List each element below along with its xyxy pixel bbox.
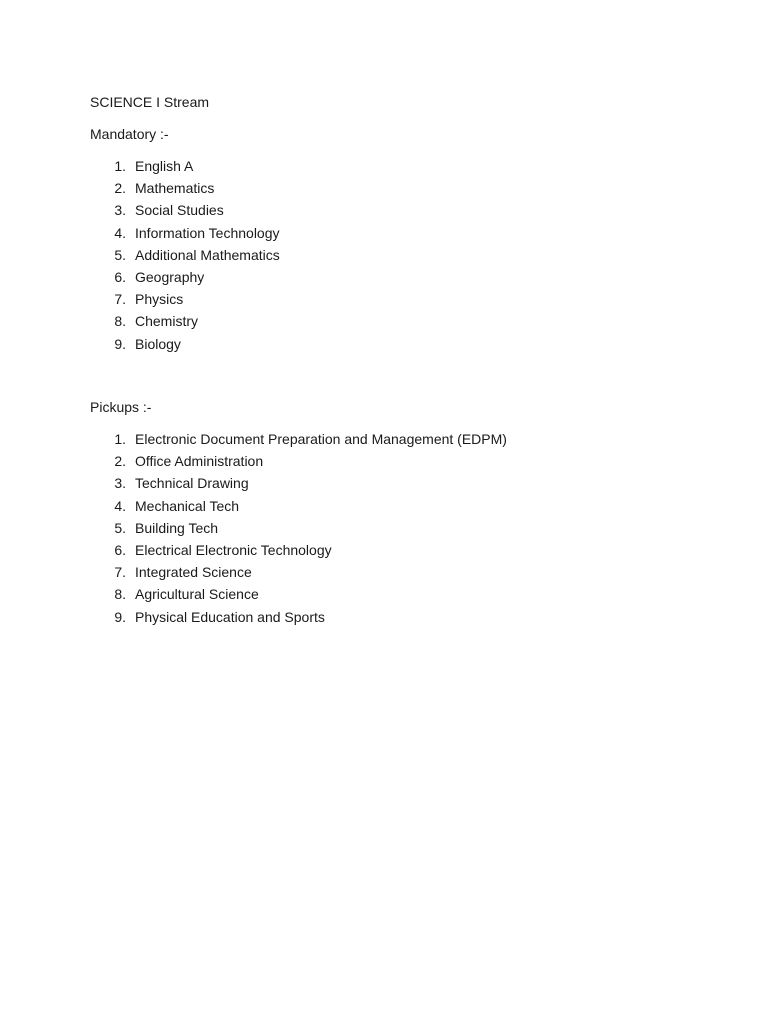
list-item-text: Social Studies bbox=[135, 202, 224, 219]
list-number: 1. bbox=[114, 158, 126, 174]
list-number: 8. bbox=[114, 586, 126, 603]
list-number: 7. bbox=[114, 564, 126, 581]
list-item-text: Integrated Science bbox=[135, 564, 252, 581]
list-item-text: Mathematics bbox=[135, 180, 215, 197]
list-number: 4. bbox=[114, 224, 126, 241]
pickups-heading: Pickups :- bbox=[90, 399, 152, 415]
list-number: 8. bbox=[114, 313, 126, 330]
list-number: 2. bbox=[114, 453, 126, 470]
list-number: 5. bbox=[114, 246, 126, 263]
list-number: 5. bbox=[114, 519, 126, 536]
list-number: 4. bbox=[114, 497, 126, 514]
list-item-text: Mechanical Tech bbox=[135, 497, 240, 514]
list-number: 3. bbox=[114, 475, 126, 492]
list-number: 6. bbox=[114, 541, 126, 558]
document-title: SCIENCE I Stream bbox=[90, 94, 210, 110]
list-number: 7. bbox=[114, 291, 126, 308]
mandatory-heading: Mandatory :- bbox=[90, 126, 169, 142]
list-item-text: Building Tech bbox=[135, 519, 219, 536]
list-item-text: Chemistry bbox=[135, 313, 199, 330]
list-item-text: Geography bbox=[135, 268, 205, 285]
list-number: 3. bbox=[114, 202, 126, 219]
list-item-text: Office Administration bbox=[135, 453, 264, 470]
list-number: 9. bbox=[114, 608, 126, 625]
list-item-text: Biology bbox=[135, 335, 181, 352]
list-number: 1. bbox=[114, 431, 126, 447]
list-item-text: Information Technology bbox=[135, 224, 280, 241]
list-number: 6. bbox=[114, 268, 126, 285]
list-item-text: Electrical Electronic Technology bbox=[135, 541, 332, 558]
list-item-text: Physics bbox=[135, 291, 184, 308]
list-item-text: Additional Mathematics bbox=[135, 246, 280, 263]
list-item-text: Electronic Document Preparation and Management (EDPM) bbox=[135, 431, 507, 447]
list-number: 2. bbox=[114, 180, 126, 197]
list-item-text: English A bbox=[135, 158, 194, 174]
list-item-text: Physical Education and Sports bbox=[135, 608, 325, 625]
list-item-text: Technical Drawing bbox=[135, 475, 249, 492]
list-number: 9. bbox=[114, 335, 126, 352]
list-item-text: Agricultural Science bbox=[135, 586, 259, 603]
